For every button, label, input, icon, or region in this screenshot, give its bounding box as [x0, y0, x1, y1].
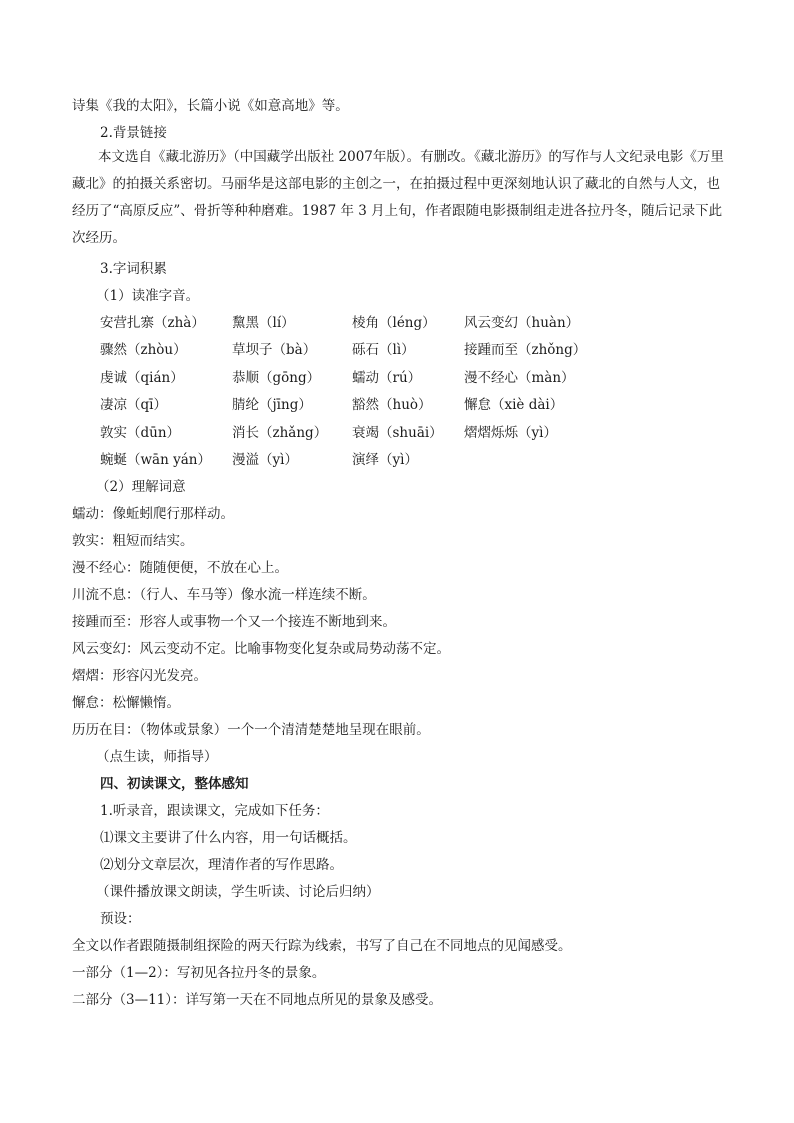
pronunciation-row: [100, 313, 700, 340]
pronunciation-subheading: （1）读准字音。: [96, 288, 200, 304]
pinyin-item: 骤然（zhòu）: [100, 342, 187, 359]
pinyin-item: 凄凉（qī）: [100, 397, 167, 414]
pinyin-item: 漫不经心（màn）: [464, 369, 575, 386]
activity-note: （课件播放课文朗读，学生听读、讨论后归纳）: [96, 884, 380, 900]
pinyin-item: 演绎（yì）: [352, 451, 418, 468]
meaning-subheading: （2）理解词意: [96, 479, 186, 495]
intro-line: 诗集《我的太阳》，长篇小说《如意高地》等。: [72, 98, 349, 114]
pronunciation-row: [100, 395, 700, 422]
pronunciation-grid: [100, 313, 700, 477]
pinyin-item: 消长（zhǎng）: [232, 424, 328, 441]
definition-item: 接踵而至：形容人或事物一个又一个接连不断地到来。: [72, 614, 396, 630]
pinyin-item: 熠熠烁烁（yì）: [464, 424, 557, 441]
question-two: ⑵划分文章层次，理清作者的写作思路。: [100, 857, 343, 873]
pinyin-item: 恭顺（gōng）: [232, 369, 321, 386]
pinyin-item: 砾石（lì）: [352, 342, 415, 359]
pinyin-item: 接踵而至（zhǒng）: [464, 342, 587, 359]
definition-item: 熠熠：形容闪光发亮。: [72, 668, 207, 684]
pinyin-item: 安营扎寨（zhà）: [100, 315, 205, 331]
pinyin-item: 棱角（léng）: [352, 315, 436, 331]
question-one: ⑴课文主要讲了什么内容，用一句话概括。: [100, 830, 357, 846]
preset-label: 预设：: [100, 911, 141, 927]
pronunciation-row: [100, 423, 700, 450]
definition-item: 风云变幻：风云变动不定。比喻事物变化复杂或局势动荡不定。: [72, 641, 450, 657]
task-line: 1.听录音，跟读课文，完成如下任务：: [100, 803, 329, 819]
pinyin-item: 懈怠（xiè dài）: [464, 397, 564, 414]
background-heading: 2.背景链接: [100, 125, 167, 141]
pinyin-item: 豁然（huò）: [352, 397, 432, 414]
pronunciation-row: [100, 340, 700, 367]
vocab-heading: 3.字词积累: [100, 261, 167, 277]
pronunciation-row: [100, 368, 700, 395]
pinyin-item: 蠕动（rú）: [352, 369, 422, 386]
section-four-heading: 四、初读课文，整体感知: [100, 776, 249, 792]
definition-item: 蠕动：像蚯蚓爬行那样动。: [72, 506, 234, 522]
pronunciation-row: [100, 450, 700, 477]
pinyin-item: 敦实（dūn）: [100, 424, 181, 441]
background-paragraph: 本文选自《藏北游历》（中国藏学出版社 2007年版）。有删改。《藏北游历》的写作与人文纪录电影《万里藏北》的拍摄关系密切。马丽华是这部电影的主创之一，在拍摄过程中更深刻地认识了藏北的自然与人文，也经历了“高原反应”、骨折等种种磨难。1987 年 3 月上旬，作者跟随电影摄制组走进各拉丹冬，随后记录下此次经历。: [72, 149, 724, 246]
pinyin-item: 蜿蜒（wān yán）: [100, 451, 211, 468]
definition-item: 懈怠：松懈懒惰。: [72, 695, 180, 711]
pinyin-item: 衰竭（shuāi）: [352, 424, 443, 441]
part-one-line: 一部分（1—2）：写初见各拉丹冬的景象。: [72, 965, 326, 981]
pinyin-item: 虔诚（qián）: [100, 369, 184, 386]
definition-item: 川流不息：（行人、车马等）像水流一样连续不断。: [72, 587, 376, 603]
pinyin-item: 风云变幻（huàn）: [464, 315, 580, 331]
pinyin-item: 草坝子（bà）: [232, 342, 317, 359]
definition-item: 漫不经心：随随便便，不放在心上。: [72, 560, 288, 576]
definition-item: 历历在目：（物体或景象）一个一个清清楚楚地呈现在眼前。: [72, 722, 430, 738]
summary-line: 全文以作者跟随摄制组探险的两天行踪为线索，书写了自己在不同地点的见闻感受。: [72, 938, 572, 954]
pinyin-item: 黧黑（lí）: [232, 315, 295, 331]
definition-item: 敦实：粗短而结实。: [72, 533, 194, 549]
pinyin-item: 漫溢（yì）: [232, 451, 298, 468]
part-two-line: 二部分（3—11）：详写第一天在不同地点所见的景象及感受。: [72, 992, 443, 1008]
teacher-note: （点生读，师指导）: [96, 749, 218, 765]
pinyin-item: 腈纶（jīng）: [232, 397, 312, 414]
